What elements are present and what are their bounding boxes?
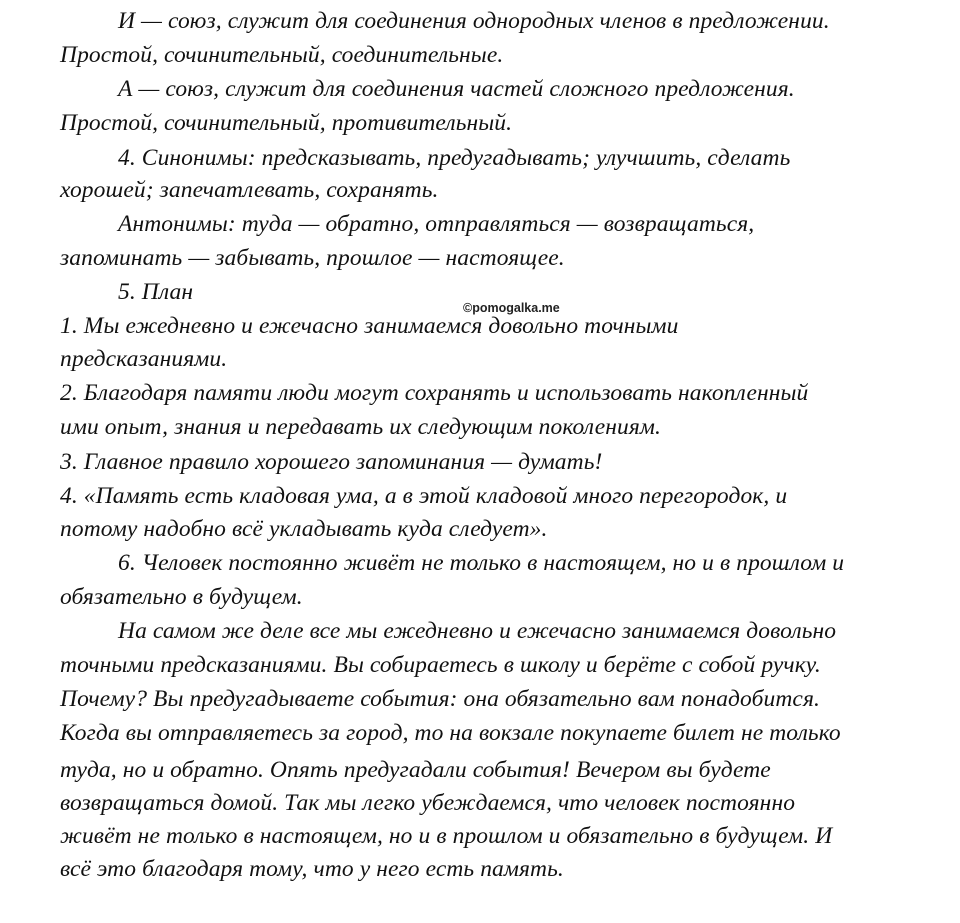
text-line: живёт не только в настоящем, но и в прошлом и обязательно в будущем. И [60,823,833,849]
text-line: 4. Синонимы: предсказывать, предугадывать; улучшить, сделать [118,145,791,171]
text-line: И — союз, служит для соединения однородных членов в предложении. [118,8,830,34]
text-line: потому надобно всё укладывать куда следует». [60,516,548,542]
text-line: предсказаниями. [60,346,228,372]
text-line: А — союз, служит для соединения частей сложного предложения. [118,76,795,102]
text-line: точными предсказаниями. Вы собираетесь в школу и берёте с собой ручку. [60,652,821,678]
text-line: Простой, сочинительный, соединительные. [60,42,504,68]
text-line: хорошей; запечатлевать, сохранять. [60,177,439,203]
text-line: 6. Человек постоянно живёт не только в настоящем, но и в прошлом и [118,550,845,576]
text-line: ими опыт, знания и передавать их следующим поколениям. [60,414,661,440]
text-line: Почему? Вы предугадываете события: она обязательно вам понадобится. [60,686,820,712]
text-line: На самом же деле все мы ежедневно и ежечасно занимаемся довольно [118,618,837,644]
plan-item: 1. Мы ежедневно и ежечасно занимаемся довольно точными [60,313,679,339]
text-line: туда, но и обратно. Опять предугадали события! Вечером вы будете [60,757,771,783]
plan-item: 3. Главное правило хорошего запоминания — думать! [60,449,603,475]
text-line: Простой, сочинительный, противительный. [60,110,513,136]
text-line: обязательно в будущем. [60,584,303,610]
text-line: Когда вы отправляетесь за город, то на вокзале покупаете билет не только [60,720,841,746]
plan-item: 4. «Память есть кладовая ума, а в этой кладовой много перегородок, и [60,483,788,509]
text-line: всё это благодаря тому, что у него есть память. [60,856,564,882]
text-line: возвращаться домой. Так мы легко убеждаемся, что человек постоянно [60,790,796,816]
watermark: ©pomogalka.me [463,301,560,315]
plan-item: 2. Благодаря памяти люди могут сохранять и использовать накопленный [60,380,809,406]
section-heading: 5. План [118,279,194,305]
text-line: Антонимы: туда — обратно, отправляться — возвращаться, [118,211,755,237]
text-line: запоминать — забывать, прошлое — настоящее. [60,245,565,271]
